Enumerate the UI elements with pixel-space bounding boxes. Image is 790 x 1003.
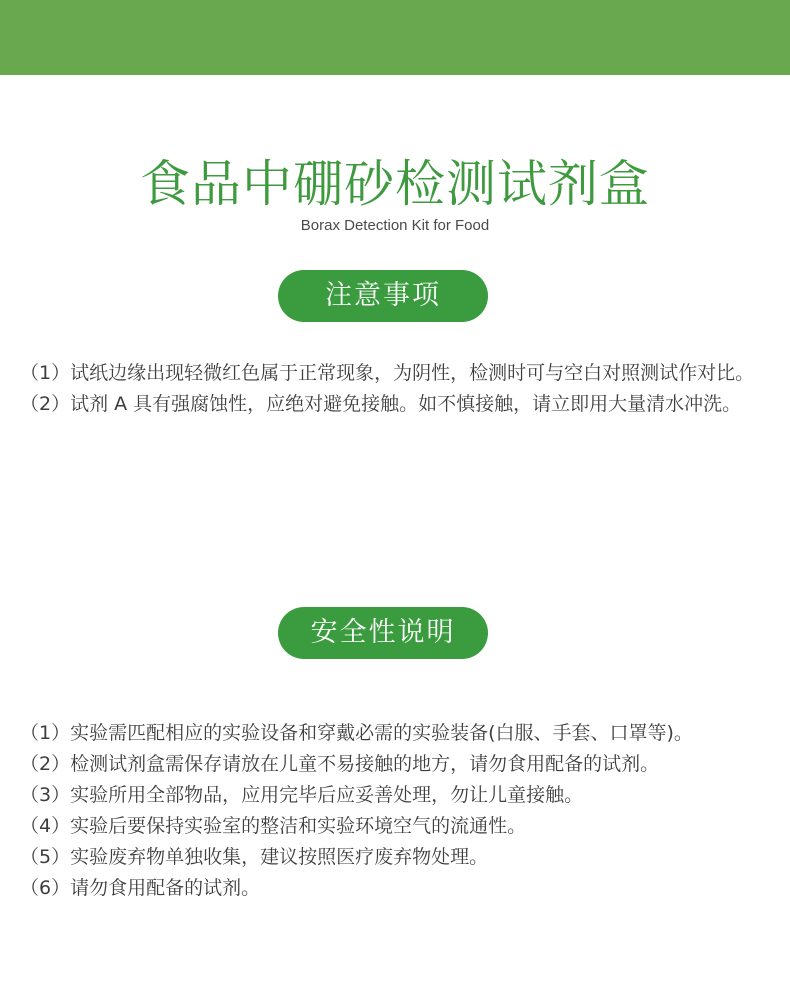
page-subtitle: Borax Detection Kit for Food (300, 217, 490, 234)
safety-item: （4）实验后要保持实验室的整洁和实验环境空气的流通性。 (20, 815, 527, 837)
safety-item: （1）实验需匹配相应的实验设备和穿戴必需的实验装备(白服、手套、口罩等)。 (20, 722, 693, 744)
top-banner (0, 0, 790, 75)
notice-heading: 注意事项 (278, 270, 488, 322)
page-title: 食品中硼砂检测试剂盒 (140, 155, 650, 213)
safety-section (20, 718, 772, 904)
notice-section (20, 358, 772, 420)
safety-item: （5）实验废弃物单独收集，建议按照医疗废弃物处理。 (20, 846, 489, 868)
notice-item: （1）试纸边缘出现轻微红色属于正常现象，为阴性，检测时可与空白对照测试作对比。 (20, 362, 755, 384)
safety-heading: 安全性说明 (278, 607, 488, 659)
notice-item: （2）试剂 A 具有强腐蚀性，应绝对避免接触。如不慎接触，请立即用大量清水冲洗。 (20, 393, 742, 415)
safety-item: （2）检测试剂盒需保存请放在儿童不易接触的地方，请勿食用配备的试剂。 (20, 753, 660, 775)
safety-item: （6）请勿食用配备的试剂。 (20, 877, 261, 899)
safety-item: （3）实验所用全部物品，应用完毕后应妥善处理，勿让儿童接触。 (20, 784, 584, 806)
